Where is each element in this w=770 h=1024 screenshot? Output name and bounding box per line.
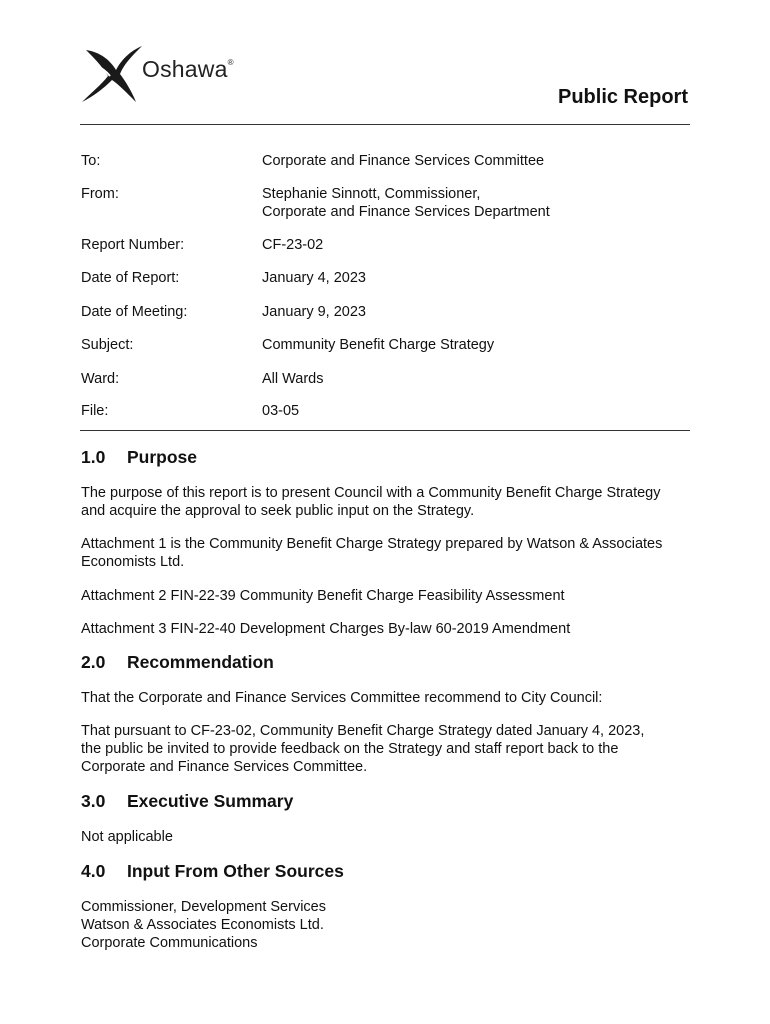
paragraph-line: Attachment 3 FIN-22-40 Development Charges By-law 60-2019 Amendment (81, 621, 571, 637)
section-paragraph (81, 722, 693, 776)
metadata-label: Report Number: (81, 237, 185, 253)
metadata-label: Ward: (81, 371, 120, 387)
metadata-label: Subject: (81, 337, 134, 353)
metadata-value-line: All Wards (262, 371, 324, 387)
section-heading (81, 861, 344, 882)
paragraph-line: Not applicable (81, 829, 173, 845)
paragraph-line: That pursuant to CF-23-02, Community Benefit Charge Strategy dated January 4, 2023, (81, 723, 645, 739)
metadata-value (262, 236, 323, 254)
paragraph-line: the public be invited to provide feedback on the Strategy and staff report back to the (81, 741, 619, 757)
paragraph-line: Economists Ltd. (81, 554, 185, 570)
section-number: 3.0 (81, 791, 106, 811)
metadata-value (262, 402, 299, 420)
header-divider (80, 124, 690, 125)
report-type-title: Public Report (557, 86, 688, 108)
section-paragraph (81, 689, 693, 707)
metadata-value-line: Corporate and Finance Services Committee (262, 153, 545, 169)
section-paragraph (81, 587, 693, 605)
section-heading (81, 652, 274, 673)
section-heading (81, 447, 197, 468)
section-title: Executive Summary (127, 791, 294, 811)
logo-wordmark: Oshawa® (142, 56, 234, 82)
section-paragraph (81, 828, 693, 846)
metadata-label: To: (81, 153, 101, 169)
metadata-value (262, 185, 550, 221)
section-heading (81, 791, 293, 812)
section-title: Recommendation (127, 652, 274, 672)
metadata-value (262, 152, 544, 170)
section-number: 1.0 (81, 447, 106, 467)
metadata-value-line: Corporate and Finance Services Department (262, 204, 550, 220)
metadata-label: From: (81, 186, 119, 202)
section-paragraph (81, 484, 693, 520)
metadata-label: Date of Report: (81, 270, 180, 286)
metadata-value (262, 336, 494, 354)
metadata-value (262, 303, 366, 321)
paragraph-line: That the Corporate and Finance Services Committee recommend to City Council: (81, 690, 603, 706)
metadata-value-line: CF-23-02 (262, 237, 324, 253)
paragraph-line: Corporate Communications (81, 935, 258, 951)
section-title: Input From Other Sources (127, 861, 344, 881)
metadata-value (262, 370, 324, 388)
metadata-label: Date of Meeting: (81, 304, 188, 320)
paragraph-line: The purpose of this report is to present Council with a Community Benefit Charge Strategy (81, 485, 661, 501)
section-number: 2.0 (81, 652, 106, 672)
metadata-label: File: (81, 403, 109, 419)
metadata-divider (80, 430, 690, 431)
metadata-value (262, 269, 366, 287)
metadata-value-line: 03-05 (262, 403, 300, 419)
metadata-value-line: January 9, 2023 (262, 304, 366, 320)
metadata-value-line: Stephanie Sinnott, Commissioner, (262, 186, 481, 202)
section-number: 4.0 (81, 861, 106, 881)
section-paragraph (81, 620, 693, 638)
paragraph-line: and acquire the approval to seek public input on the Strategy. (81, 503, 475, 519)
metadata-value-line: Community Benefit Charge Strategy (262, 337, 495, 353)
paragraph-line: Commissioner, Development Services (81, 899, 326, 915)
paragraph-line: Watson & Associates Economists Ltd. (81, 917, 324, 933)
paragraph-line: Attachment 2 FIN-22-39 Community Benefit Charge Feasibility Assessment (81, 588, 565, 604)
oshawa-swoosh-icon (80, 42, 144, 106)
section-paragraph (81, 898, 693, 952)
paragraph-line: Corporate and Finance Services Committee. (81, 759, 368, 775)
paragraph-line: Attachment 1 is the Community Benefit Charge Strategy prepared by Watson & Associates (81, 536, 663, 552)
section-title: Purpose (127, 447, 198, 467)
metadata-value-line: January 4, 2023 (262, 270, 366, 286)
oshawa-logo (80, 42, 250, 106)
section-paragraph (81, 535, 693, 571)
